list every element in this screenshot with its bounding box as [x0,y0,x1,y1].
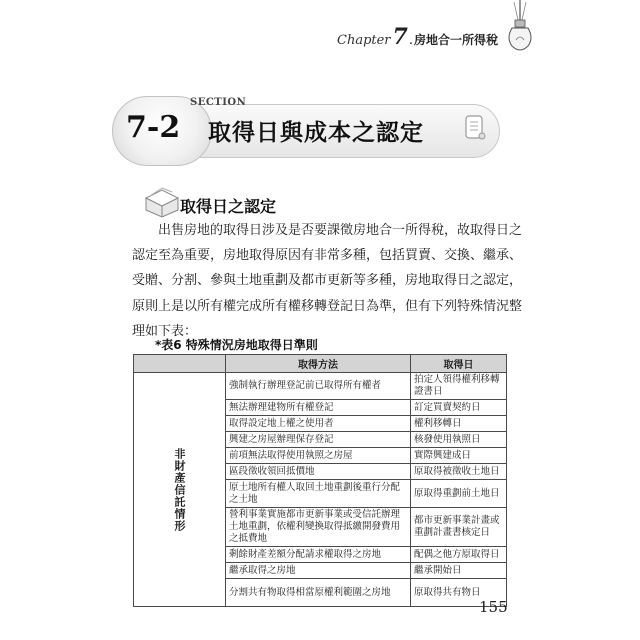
paragraph-line: 認定至為重要，房地取得原因有非常多種，包括買賣、交換、繼承、 [132,248,523,264]
body-paragraph [132,218,523,344]
table-cell-date: 訂定買賣契約日 [411,400,507,416]
paragraph-line: 受贈、分割、參與土地重劃及都市更新等多種，房地取得日之認定， [132,273,523,289]
table-cell-method: 原土地所有權人取回土地重劃後重行分配之土地 [226,480,411,508]
table-row [134,373,507,400]
table-header-method: 取得方法 [226,355,411,373]
section-number: 7-2 [126,110,181,145]
paragraph-line: 理如下表： [132,323,198,339]
table-cell-method: 無法辦理建物所有權登記 [226,400,411,416]
table-cell-method: 營利事業實施都市更新事業或受信託辦理土地重劃，依權利變換取得抵繳開發費用之抵費地 [226,508,411,547]
table-cell-date: 實際興建成日 [411,448,507,464]
table-cell-method: 剩餘財產差額分配請求權取得之房地 [226,547,411,563]
table-cell-method: 區段徵收領回抵價地 [226,464,411,480]
book-icon [142,184,182,218]
table-cell-date: 配偶之他方原取得日 [411,547,507,563]
table-header-corner [134,355,226,373]
chapter-separator: . [408,33,413,48]
table-header-date: 取得日 [411,355,507,373]
table-caption: *表6 特殊情況房地取得日準則 [155,338,318,352]
section-title: 取得日與成本之認定 [208,120,424,146]
table-cell-date: 原取得共有物日 [411,579,507,607]
table-cell-date: 原取得重劃前土地日 [411,480,507,508]
table-cell-date: 核發使用執照日 [411,432,507,448]
paragraph-line: 原則上是以所有權完成所有權移轉登記日為準，但有下列特殊情況整 [132,298,523,314]
table-cell-date: 拍定人領得權利移轉證書日 [411,373,507,400]
table-cell-date: 繼承開始日 [411,563,507,579]
chapter-word: Chapter [337,33,391,48]
table-cell-date: 權利移轉日 [411,416,507,432]
subsection-title: 取得日之認定 [180,197,277,216]
table-cell-method: 強制執行辦理登記前已取得所有權者 [226,373,411,400]
table-group-label: 非財產信託情形 [134,373,226,607]
table-cell-date: 原取得被徵收土地日 [411,464,507,480]
chapter-header [337,24,498,50]
acquisition-date-table [133,354,507,607]
scroll-icon [462,112,488,142]
section-label: SECTION [190,97,247,108]
table-header-row [134,355,507,373]
table-cell-method: 繼承取得之房地 [226,563,411,579]
chapter-title: 房地合一所得稅 [413,33,498,47]
table-cell-method: 興建之房屋辦理保存登記 [226,432,411,448]
chapter-number: 7 [392,24,408,50]
table-cell-method: 分割共有物取得相當原權利範圍之房地 [226,579,411,607]
section-banner [112,96,502,166]
paragraph-line: 出售房地的取得日涉及是否要課徵房地合一所得稅，故取得日之 [158,223,523,238]
table-cell-method: 前項無法取得使用執照之房屋 [226,448,411,464]
lightbulb-icon [500,0,540,54]
table-cell-date: 都市更新事業計畫或重劃計畫書核定日 [411,508,507,547]
table-cell-method: 取得設定地上權之使用者 [226,416,411,432]
page-number: 155 [479,598,508,616]
